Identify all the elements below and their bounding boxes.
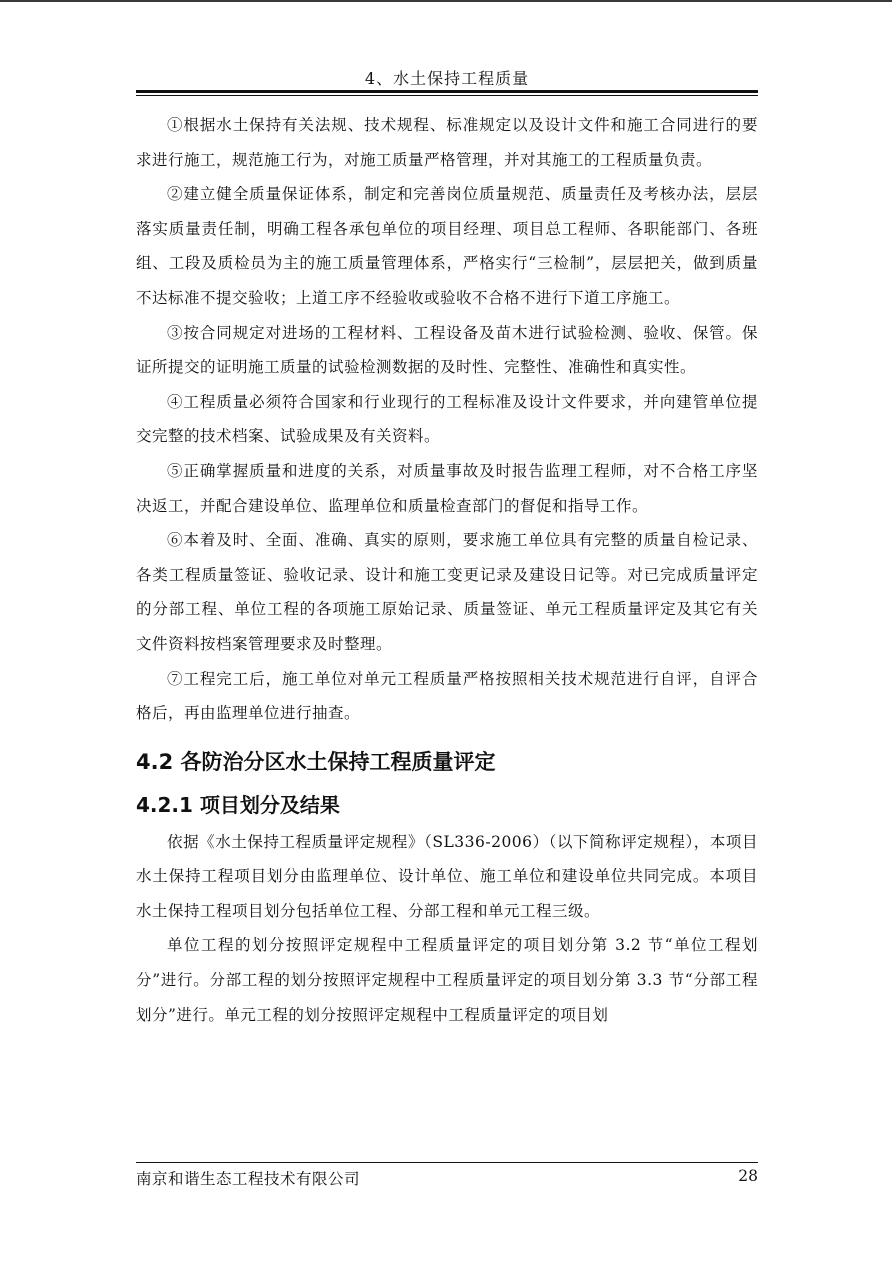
header-rule-thick: [136, 90, 758, 93]
footer-company-name: 南京和谐生态工程技术有限公司: [136, 1170, 361, 1188]
page-number: 28: [738, 1167, 758, 1185]
paragraph-item-7: ⑦工程完工后，施工单位对单元工程质量严格按照相关技术规范进行自评，自评合格后，再由监理单位进行抽查。: [136, 669, 758, 723]
paragraph-project-division: 依据《水土保持工程质量评定规程》（SL336-2006）（以下简称评定规程），本项目水土保持工程项目划分由监理单位、设计单位、施工单位和建设单位共同完成。本项目水土保持工程项目划分包括单位工程、分部工程和单元工程三级。: [136, 832, 758, 920]
section-heading-4-2-1: 4.2.1 项目划分及结果: [136, 792, 340, 817]
paragraph-unit-division: 单位工程的划分按照评定规程中工程质量评定的项目划分第 3.2 节“单位工程划分”进行。分部工程的划分按照评定规程中工程质量评定的项目划分第 3.3 节“分部工程划分”进行。单元工程的划分按照评定规程中工程质量评定的项目划: [136, 936, 758, 1024]
header-rule-thin: [136, 95, 758, 96]
paragraph-item-3: ③按合同规定对进场的工程材料、工程设备及苗木进行试验检测、验收、保管。保证所提交的证明施工质量的试验检测数据的及时性、完整性、准确性和真实性。: [136, 323, 758, 377]
page-top-border: [0, 0, 892, 2]
running-header-title: 4、水土保持工程质量: [364, 69, 530, 88]
paragraph-item-5: ⑤正确掌握质量和进度的关系，对质量事故及时报告监理工程师，对不合格工序坚决返工，并配合建设单位、监理单位和质量检查部门的督促和指导工作。: [136, 461, 758, 515]
footer-rule: [136, 1162, 758, 1163]
paragraph-item-2: ②建立健全质量保证体系，制定和完善岗位质量规范、质量责任及考核办法，层层落实质量责任制，明确工程各承包单位的项目经理、项目总工程师、各职能部门、各班组、工段及质检员为主的施工质量管理体系，严格实行“三检制”，层层把关，做到质量不达标准不提交验收；上道工序不经验收或验收不合格不进行下道工序施工。: [136, 185, 758, 307]
paragraph-item-4: ④工程质量必须符合国家和行业现行的工程标准及设计文件要求，并向建管单位提交完整的技术档案、试验成果及有关资料。: [136, 392, 758, 446]
paragraph-item-1: ①根据水土保持有关法规、技术规程、标准规定以及设计文件和施工合同进行的要求进行施工，规范施工行为，对施工质量严格管理，并对其施工的工程质量负责。: [136, 116, 758, 169]
page-body: [136, 108, 758, 1032]
section-heading-4-2: 4.2 各防治分区水土保持工程质量评定: [136, 749, 496, 774]
paragraph-item-6: ⑥本着及时、全面、准确、真实的原则，要求施工单位具有完整的质量自检记录、各类工程质量签证、验收记录、设计和施工变更记录及建设日记等。对已完成质量评定的分部工程、单位工程的各项施工原始记录、质量签证、单元工程质量评定及其它有关文件资料按档案管理要求及时整理。: [136, 531, 758, 653]
